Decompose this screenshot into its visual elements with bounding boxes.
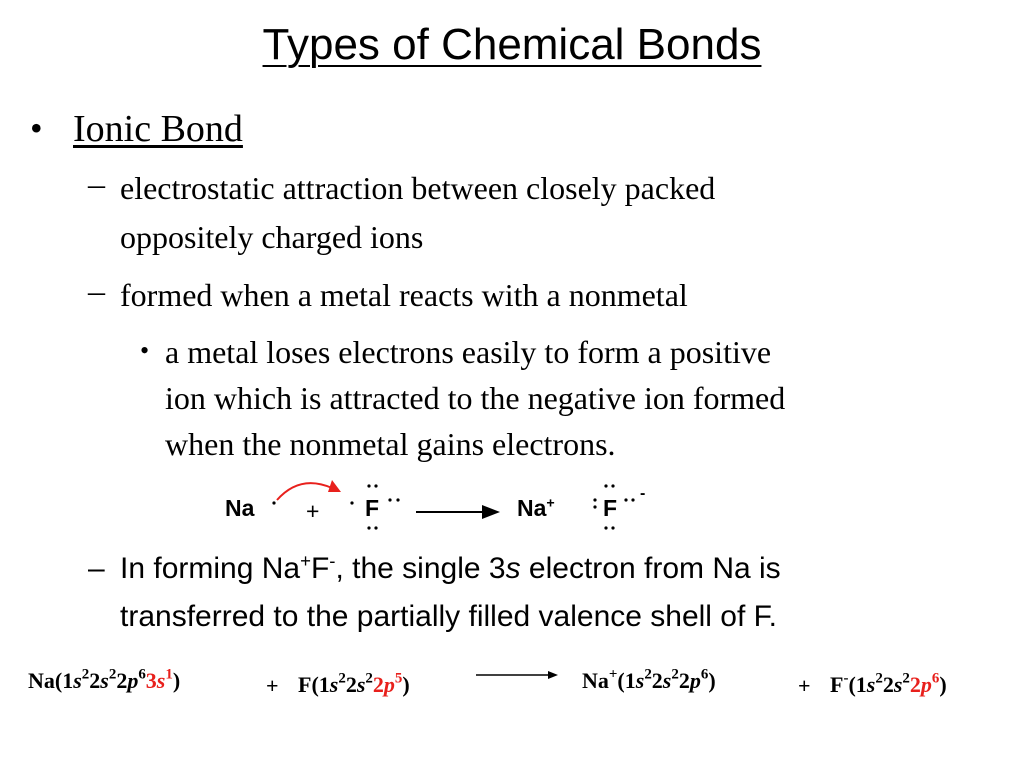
sodium-ion-configuration: $Na^+(1s^22s^22p^6)$ xyxy=(582,666,716,693)
sub-sub-bullet-text: ion which is attracted to the negative ion formed xyxy=(165,380,786,416)
plus-sign: + xyxy=(266,673,279,698)
sub-sub-bullet-text: when the nonmetal gains electrons. xyxy=(165,426,616,462)
page-title: Types of Chemical Bonds xyxy=(262,20,762,69)
bullet-marker: • xyxy=(140,336,150,365)
sub-bullet-text: formed when a metal reacts with a nonmetal xyxy=(120,277,688,313)
dash-marker: – xyxy=(88,166,105,203)
fluorine-symbol: F xyxy=(365,495,380,521)
sodium-symbol: Na xyxy=(225,495,255,521)
heading-ionic-bond: Ionic Bond xyxy=(73,108,243,150)
sub-bullet-text: transferred to the partially filled valence shell of F. xyxy=(120,600,777,633)
sub-bullet-text: oppositely charged ions xyxy=(120,219,424,255)
fluorine-configuration: $F(1s^22s^22p^5)$ xyxy=(298,670,410,697)
fluoride-ion-symbol: F xyxy=(603,495,618,521)
fluoride-ion-configuration: $F^-(1s^22s^22p^6)$ xyxy=(830,670,947,697)
sodium-ion-symbol: Na+ xyxy=(517,495,555,521)
sodium-configuration: $Na(1s^22s^22p^63s^1)$ xyxy=(28,666,181,693)
sub-bullet-text: In forming Na+F-, the single 3s electron from Na is xyxy=(120,550,781,585)
plus-sign: + xyxy=(306,498,320,524)
dash-marker: – xyxy=(88,552,105,585)
plus-sign: + xyxy=(798,673,811,698)
bullet-marker: • xyxy=(30,108,43,148)
sub-bullet-text: electrostatic attraction between closely packed xyxy=(120,170,716,206)
sub-sub-bullet-text: a metal loses electrons easily to form a positive xyxy=(165,334,772,370)
fluoride-charge: - xyxy=(640,485,646,502)
dash-marker: – xyxy=(88,273,105,310)
